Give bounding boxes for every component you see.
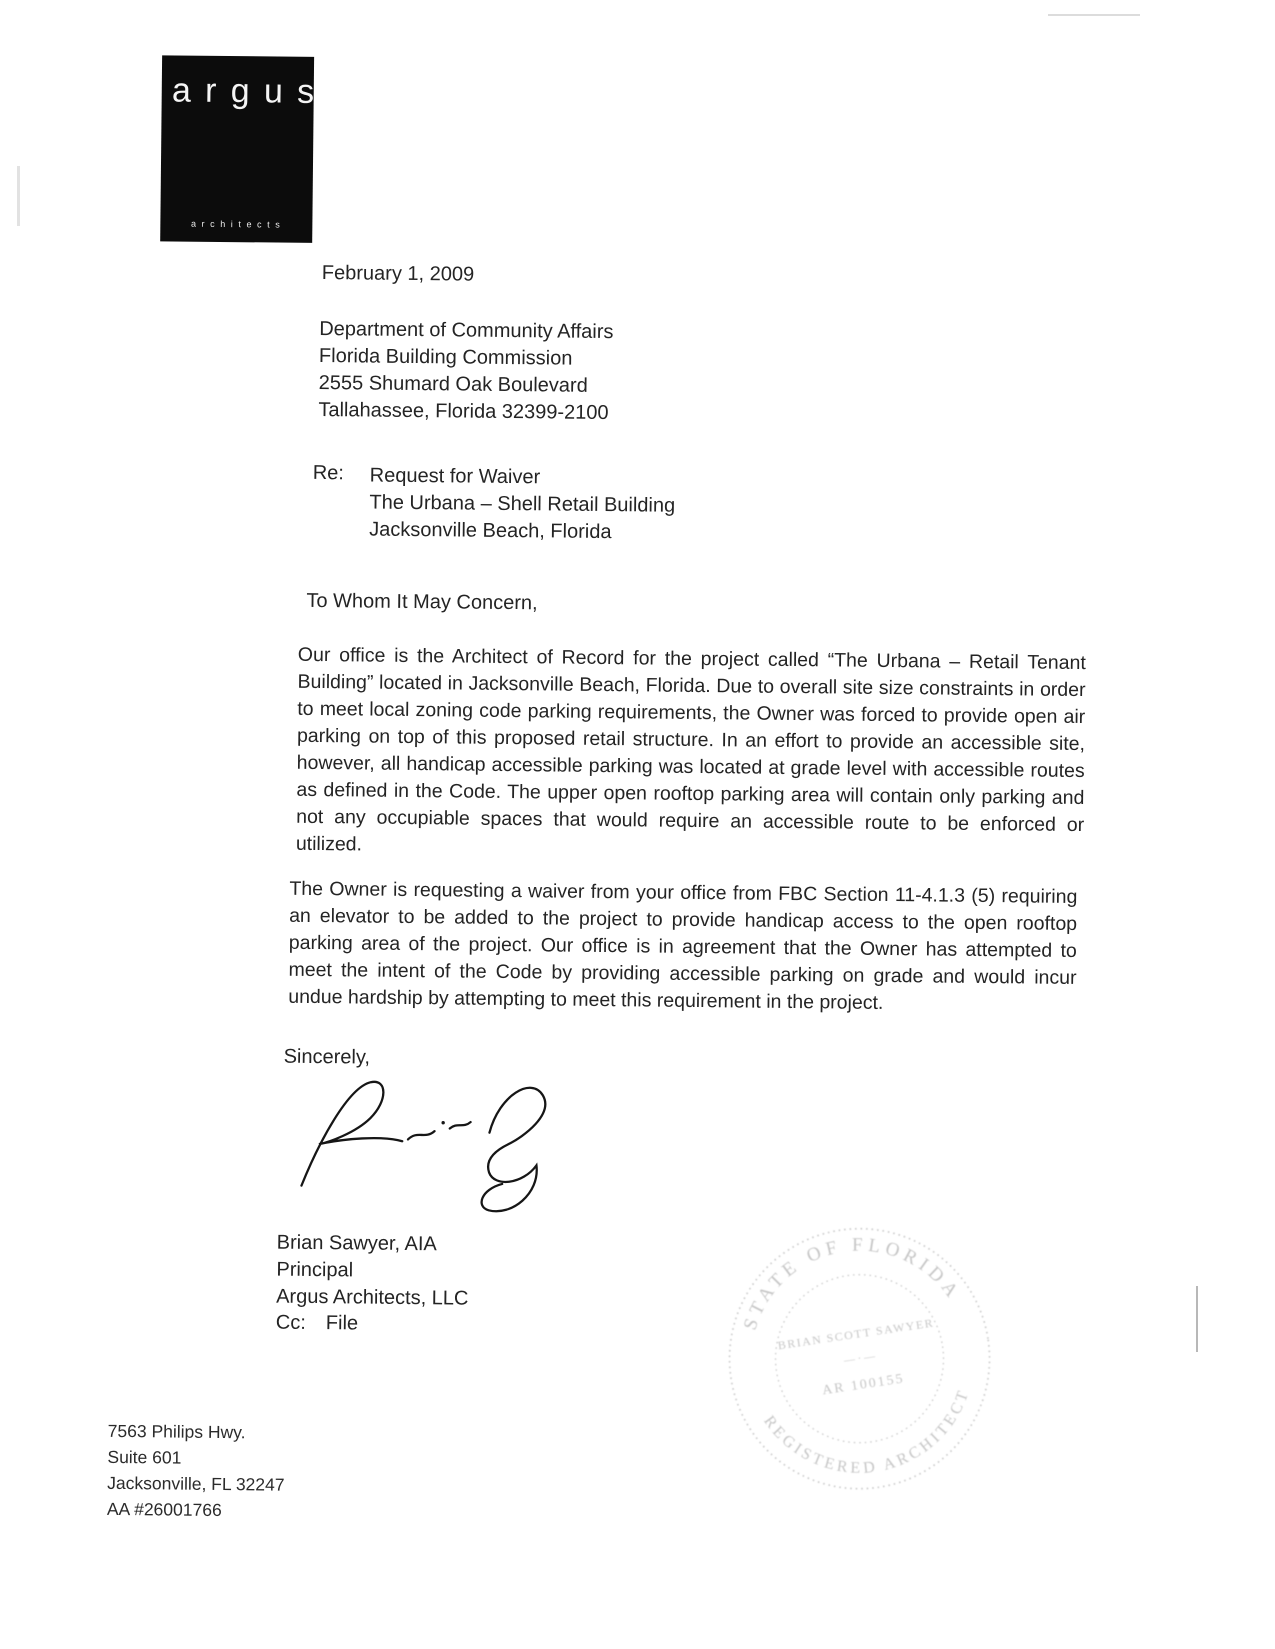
subject-block: [369, 463, 676, 547]
salutation: To Whom It May Concern,: [306, 589, 538, 615]
footer-line: 7563 Philips Hwy.: [107, 1420, 246, 1443]
body-paragraph-1: Our office is the Architect of Record for the project called “The Urbana – Retail Tenant Building” located in Jacksonville Beach, Florida. Due to overall site size constraints in order to meet local zoning code parking requirements, the Owner was forced to provide open air parking on top of this proposed retail structure. In an effort to provide an accessible site, however, all handicap accessible parking was located at grade level with accessible routes as defined in the Code. The upper open rooftop parking area will contain only parking and not any occupiable spaces that would require an accessible route to be enforced or utilized.: [295, 643, 1086, 856]
firm-address-footer: [107, 1418, 285, 1524]
cc-label: Cc:: [275, 1311, 306, 1334]
seal-dash-line: — · —: [843, 1350, 876, 1367]
recipient-line: Department of Community Affairs: [319, 317, 614, 344]
seal-license-line: AR 100155: [821, 1371, 906, 1399]
body-paragraph-2: The Owner is requesting a waiver from your office from FBC Section 11-4.1.3 (5) requiring an elevator to be added to the project to provide handicap access to the open rooftop parking area of the project. Our office is in agreement that the Owner has attempted to meet the intent of the Code by providing accessible parking on grade and would incur undue hardship by attempting to meet this requirement in the project.: [288, 877, 1078, 1014]
closing: Sincerely,: [283, 1045, 371, 1069]
seal-arc-bottom: REGISTERED ARCHITECT: [760, 1385, 974, 1477]
argus-logo: [160, 55, 329, 243]
recipient-line: 2555 Shumard Oak Boulevard: [318, 371, 588, 397]
subject-line: Request for Waiver: [369, 464, 541, 489]
footer-line: Suite 601: [107, 1446, 182, 1468]
recipient-line: Florida Building Commission: [318, 344, 573, 370]
signature-block: [276, 1230, 469, 1313]
logo-wordmark: argus: [171, 71, 329, 112]
signer-title: Principal: [276, 1258, 354, 1282]
footer-line: Jacksonville, FL 32247: [107, 1472, 285, 1495]
subject-line: Jacksonville Beach, Florida: [369, 518, 612, 544]
footer-line: AA #26001766: [106, 1498, 222, 1521]
scan-artifact-left-edge: [17, 166, 20, 226]
seal-arc-top: STATE OF FLORIDA: [739, 1234, 965, 1333]
state-of-florida-architect-seal: [693, 1192, 1027, 1526]
cc-value: File: [325, 1312, 359, 1335]
scan-artifact-right-edge: [1196, 1286, 1198, 1352]
subject-line: The Urbana – Shell Retail Building: [369, 491, 676, 517]
seal-name-line: BRIAN SCOTT SAWYER: [776, 1315, 935, 1353]
cc-line: [276, 1312, 358, 1336]
logo-subtext: architects: [190, 218, 286, 230]
letter-date: February 1, 2009: [321, 262, 475, 286]
signer-company: Argus Architects, LLC: [276, 1285, 469, 1310]
svg-text:REGISTERED ARCHITECT: [759, 1384, 983, 1492]
recipient-address-block: [318, 316, 613, 427]
scan-artifact-top-right: [1048, 14, 1140, 16]
subject-label: Re:: [312, 461, 345, 485]
signer-name: Brian Sawyer, AIA: [276, 1231, 437, 1256]
recipient-line: Tallahassee, Florida 32399-2100: [318, 398, 609, 425]
handwritten-signature: [286, 1070, 572, 1225]
